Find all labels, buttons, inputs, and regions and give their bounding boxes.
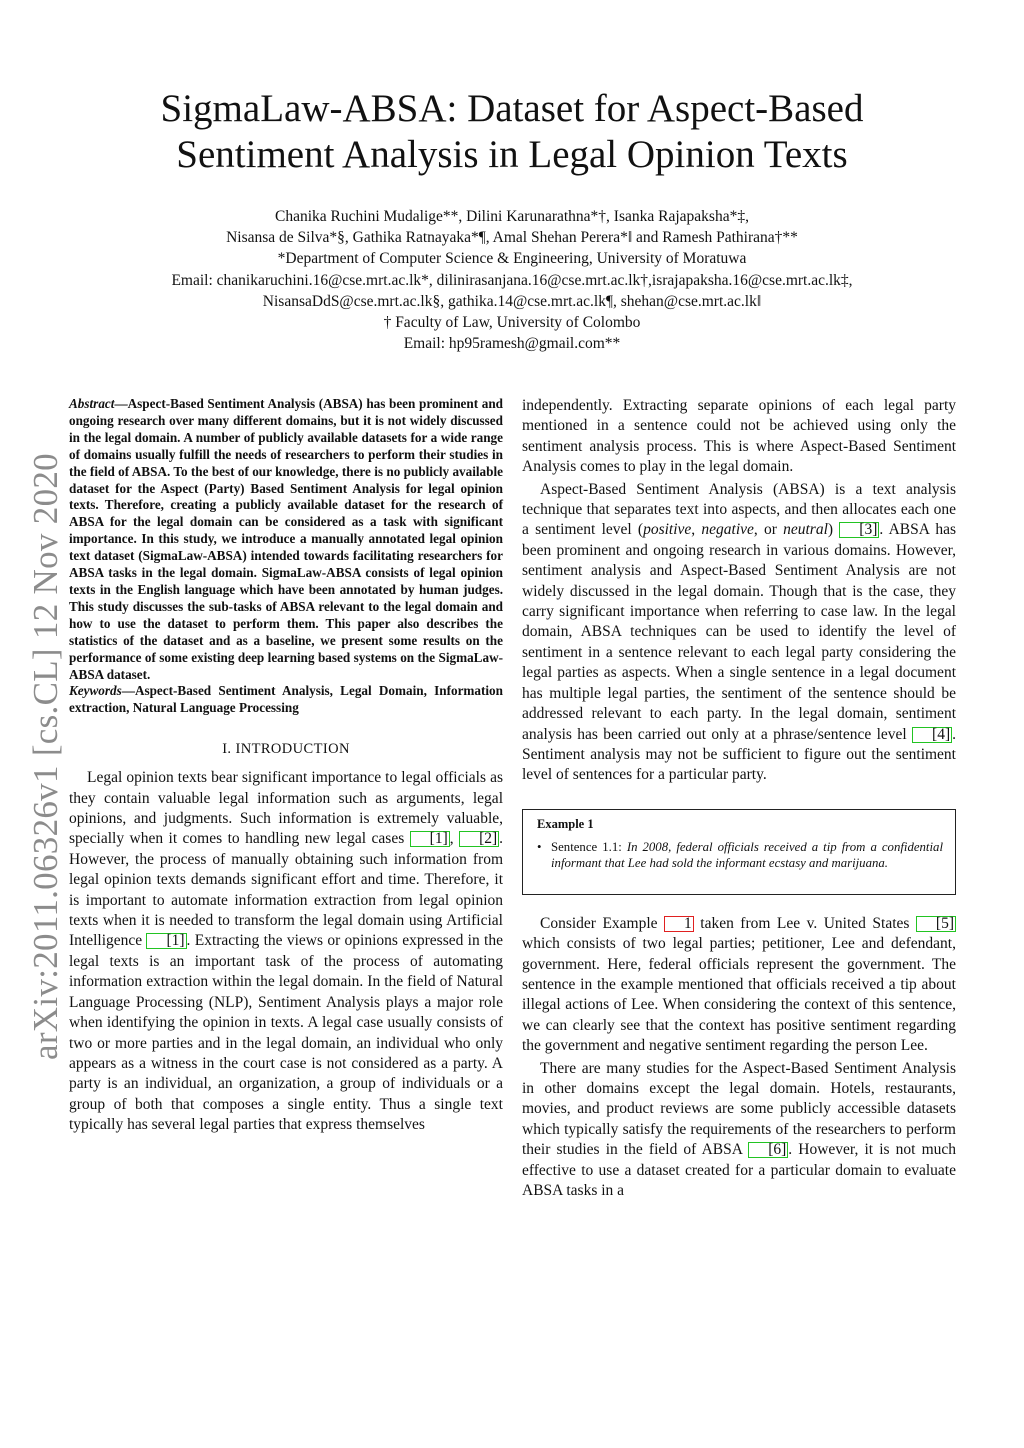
arxiv-stamp: arXiv:2011.06326v1 [cs.CL] 12 Nov 2020 [26,453,65,1060]
intro-paragraph-3 [522,914,956,1057]
bullet-icon: • [537,839,542,854]
author-line-1: Chanika Ruchini Mudalige**, Dilini Karunarathna*†, Isanka Rajapaksha*‡, [275,208,749,225]
intro-paragraph-2 [522,480,956,786]
text-run-italic: neutral [783,521,828,539]
text-run: , [691,521,702,539]
text-run-italic: positive [643,521,692,539]
text-run-italic: negative [701,521,754,539]
example-box [522,809,956,895]
citation-link[interactable]: [2] [459,831,499,847]
author-line-2: Nisansa de Silva*§, Gathika Ratnayaka*¶, Amal Shehan Perera*‖ and Ramesh Pathirana†** [226,229,798,247]
title-line-1: SigmaLaw-ABSA: Dataset for Aspect-Based [160,87,864,130]
author-block [60,206,964,354]
keywords-text: —Aspect-Based Sentiment Analysis, Legal Domain, Information extraction, Natural Language Processing [69,683,503,716]
section-heading-introduction: I. INTRODUCTION [222,741,350,758]
example-sentence-label: Sentence 1.1: [551,839,627,854]
text-run: . Extracting the views or opinions expressed in the legal texts is an important task of the process of automating information extraction within the legal domain. In the field of Natural Language Processing (NLP), Sentiment Analysis plays a major role when identifying the opinion in texts. A legal case usually consists of two or more parties and in the legal domain, an individual who only appears as a witness in the court case is not considered as a party. A party is an individual, an organization, a group of individuals or a group of both that composes a single entity. Thus a single text typically has several legal parties that express themselves [69,932,503,1134]
text-run: Legal opinion texts bear significant importance to legal officials as they contain valuable legal information such as arguments, legal opinions, and judgments. Such information is extremely valuable, specially when it comes to handling new legal cases [69,769,503,848]
text-run: . However, the process of manually obtaining such information from legal opinion texts demands significant effort and time. Therefore, it is important to automate information extraction from legal opinion texts when it is needed to transform the legal domain using Artificial Intelligence [69,830,504,950]
text-run: . Sentiment analysis may not be sufficient to figure out the sentiment level of sentences for a particular party. [522,725,956,784]
text-run: taken from Lee v. United States [693,914,916,932]
text-run: ) [827,521,840,539]
affiliation-line-2: † Faculty of Law, University of Colombo [383,314,641,332]
keywords-label: Keywords [69,683,122,699]
right-column [522,396,956,1201]
example-title: Example 1 [537,816,594,831]
keywords [69,683,503,717]
example-sentence [537,839,943,872]
email-line-1: Email: chanikaruchini.16@cse.mrt.ac.lk*, dilinirasanjana.16@cse.mrt.ac.lk†,israjapaksha.16@cse.mrt.ac.lk‡, [171,271,853,289]
intro-paragraph-1 [69,768,503,1135]
abstract-label: Abstract [69,396,115,411]
intro-paragraph-1-continued: independently. Extracting separate opinions of each legal party mentioned in a sentence could not be achieved using only the sentiment analysis process. This is where Aspect-Based Sentiment Analysis comes to play in the legal domain. [522,397,956,476]
citation-link[interactable]: [4] [912,727,952,743]
text-run: . However, it is not much effective to use a dataset created for a particular domain to evaluate ABSA tasks in a [522,1141,957,1199]
example-sentence-text: In 2008, federal officials received a tip from a confidential informant that Lee had sold the informant ecstasy and marijuana. [551,839,943,871]
citation-link[interactable]: [5] [916,916,956,932]
citation-link[interactable]: [1] [410,831,450,847]
text-run: , or [753,521,784,539]
text-run: which consists of two legal parties; petitioner, Lee and defendant, government. Here, federal officials represent the government. The sentence in the example mentioned that officials received a tip about illegal actions of Lee. When considering the context of this sentence, we can clearly see that the context has positive sentiment regarding the government and negative sentiment regarding the person Lee. [522,935,956,1055]
email-line-2: NisansaDdS@cse.mrt.ac.lk§, gathika.14@cse.mrt.ac.lk¶, shehan@cse.mrt.ac.lk‖ [262,292,762,310]
example-reference-link[interactable]: 1 [664,916,694,932]
abstract [69,396,503,683]
abstract-text: —Aspect-Based Sentiment Analysis (ABSA) has been prominent and ongoing research over many different domains, but it is not widely discussed in the legal domain. A number of publicly available datasets for a wide range of domains usually fulfill the needs of researchers to perform their studies in the field of ABSA. To the best of our knowledge, there is no publicly available dataset for the Aspect (Party) Based Sentiment Analysis for legal opinion texts. Therefore, creating a publicly available dataset for the research of ABSA for the legal domain can be considered as a task with significant importance. In this study, we introduce a manually annotated legal opinion text dataset (SigmaLaw-ABSA) intended towards facilitating researchers for ABSA tasks in the legal domain. SigmaLaw-ABSA consists of legal opinion texts in the English language which have been annotated by human judges. This study discusses the sub-tasks of ABSA relevant to the legal domain and how to use the dataset to perform them. This paper also describes the statistics of the dataset and as a baseline, we present some results on the performance of some existing deep learning based systems on the SigmaLaw-ABSA dataset. [69,396,503,682]
email-line-3: Email: hp95ramesh@gmail.com** [403,335,621,353]
intro-paragraph-4 [522,1059,956,1202]
paper-title [60,86,964,178]
left-column [69,396,503,1136]
text-run: Aspect-Based Sentiment Analysis (ABSA) is a text analysis technique that separates text into aspects, and then allocates each one a sentiment level ( [522,480,956,539]
title-line-2: Sentiment Analysis in Legal Opinion Texts [176,133,848,176]
text-run: There are many studies for the Aspect-Based Sentiment Analysis in other domains except the legal domain. Hotels, restaurants, movies, and product reviews are some publicly accessible datasets which typically satisfy the requirements of the researchers to perform their studies in the field of ABSA [522,1059,956,1159]
text-run: , [449,830,460,848]
citation-link[interactable]: [1] [146,933,186,949]
text-run: . ABSA has been prominent and ongoing research in various domains. However, sentiment analysis and Aspect-Based Sentiment Analysis are not widely discussed in the legal domain. Though that is the case, they carry significant importance when referring to case law. In the legal domain, ABSA techniques can be used to identify the level of sentiment in a sentence relevant to each legal party considering the legal parties as aspects. When a single sentence in a legal document has multiple legal parties, the sentiment of the sentence should be addressed relevant to each party. In the legal domain, sentiment analysis has been carried out only at a phrase/sentence level [522,521,956,743]
citation-link[interactable]: [6] [748,1142,788,1158]
citation-link[interactable]: [3] [839,522,879,538]
affiliation-line-1: *Department of Computer Science & Engineering, University of Moratuwa [277,250,747,268]
text-run: Consider Example [540,914,665,932]
